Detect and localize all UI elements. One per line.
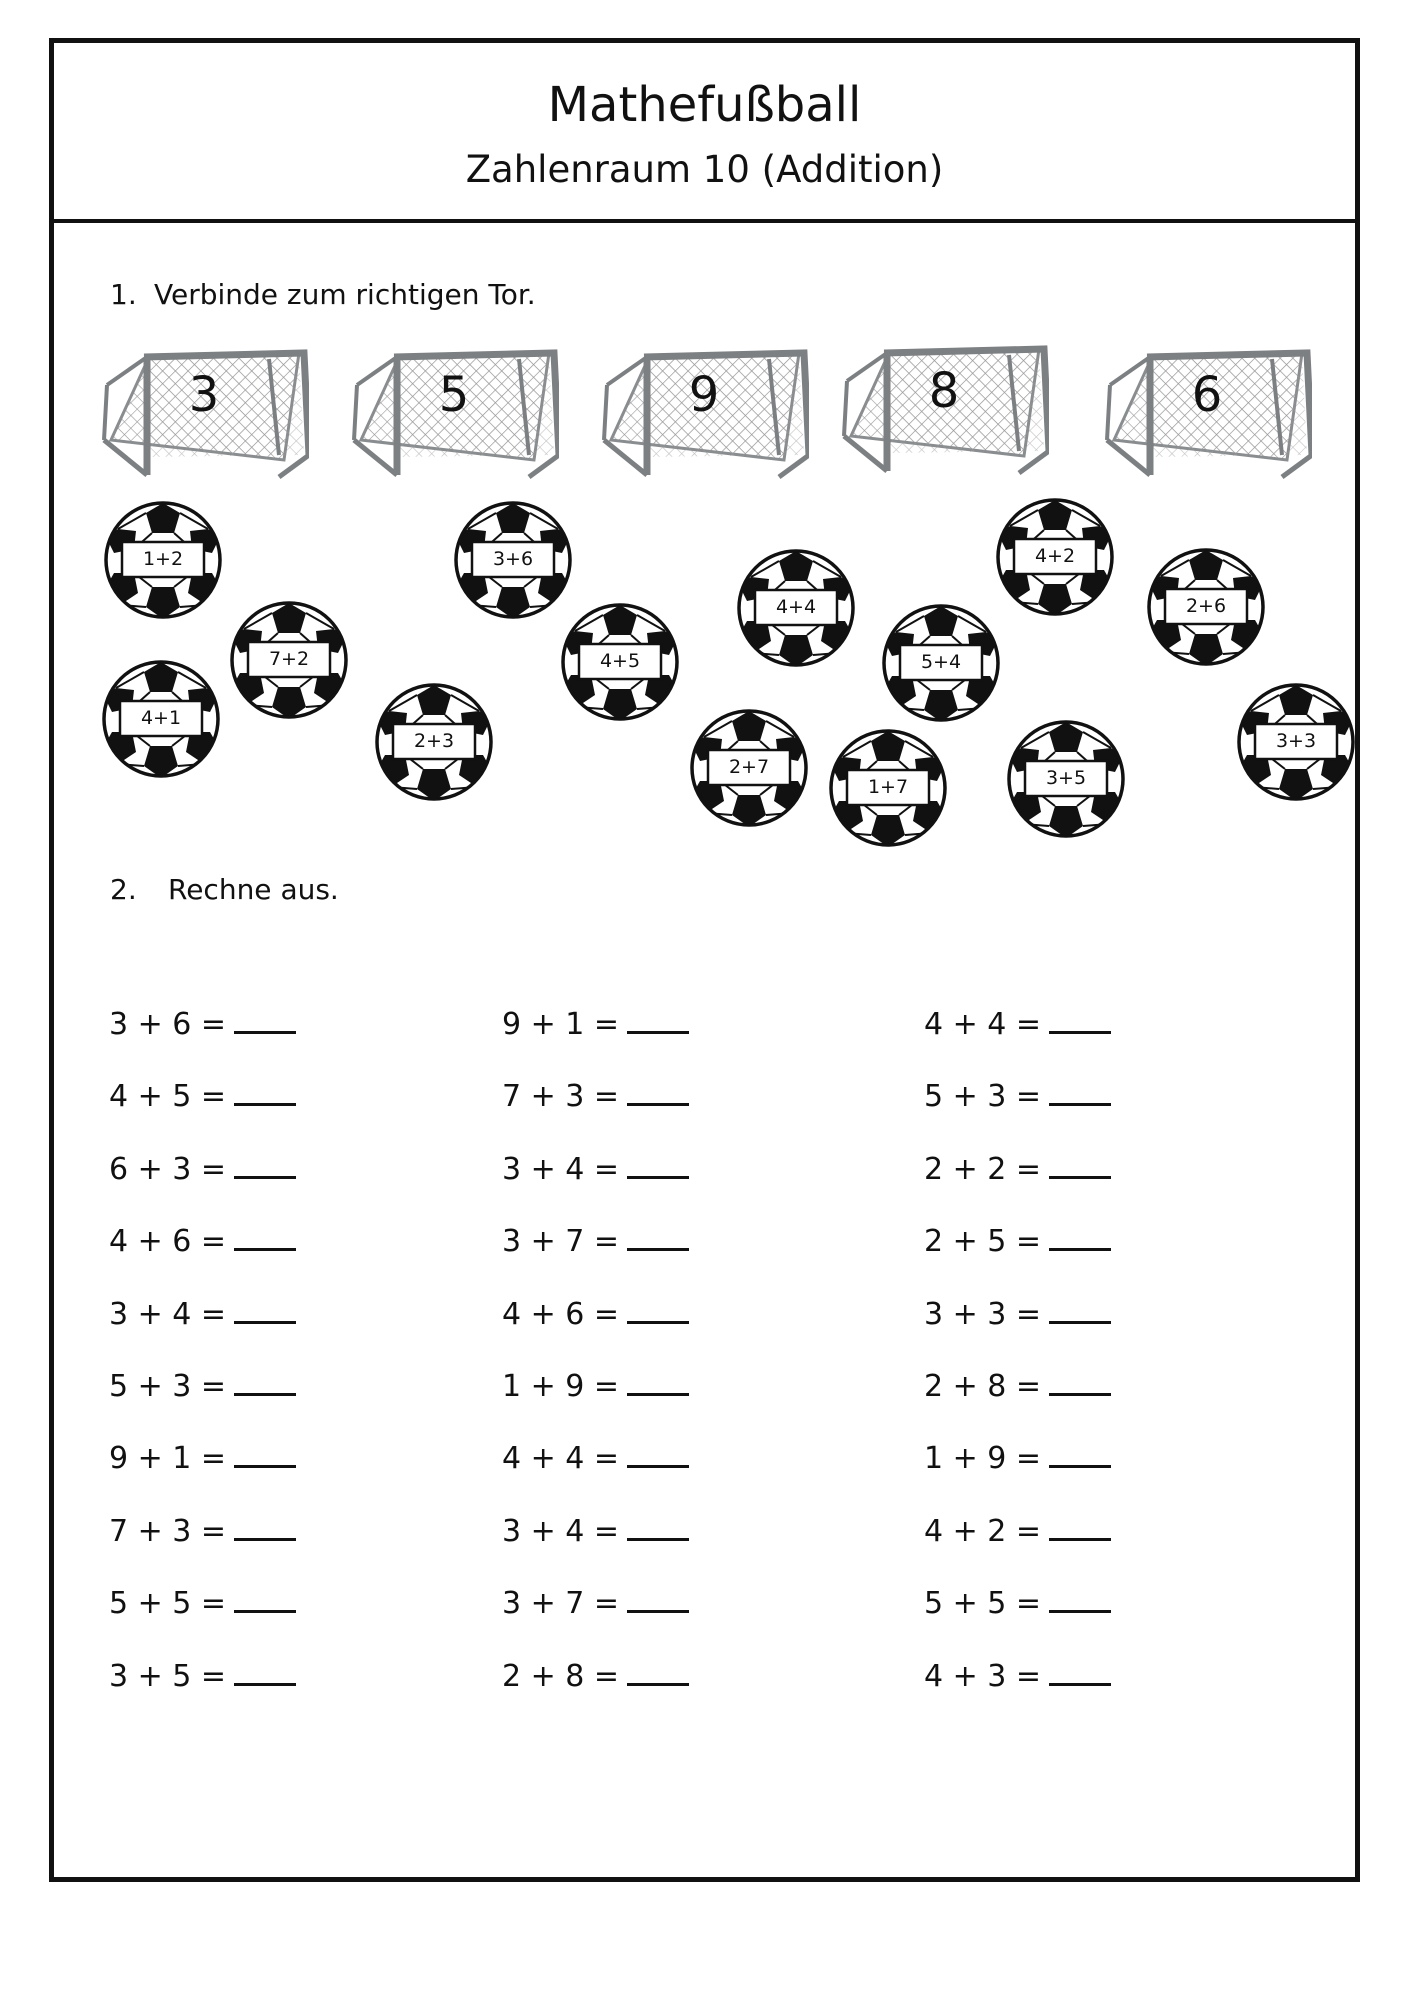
ball-14[interactable]	[1237, 683, 1355, 801]
equation-row	[109, 1582, 296, 1621]
ball-7[interactable]	[561, 603, 679, 721]
answer-blank[interactable]	[234, 1003, 296, 1034]
page-title: Mathefußball	[547, 77, 862, 133]
equation-text: 7 + 3 =	[502, 1079, 620, 1115]
answer-blank[interactable]	[1049, 1655, 1111, 1686]
equation-row	[109, 1003, 296, 1042]
equation-text: 2 + 2 =	[924, 1151, 1042, 1187]
ball-11[interactable]	[690, 709, 808, 827]
equation-row	[924, 1365, 1111, 1404]
ball-label: 4+5	[599, 650, 641, 672]
answer-blank[interactable]	[627, 1148, 689, 1179]
equation-text: 7 + 3 =	[109, 1513, 227, 1549]
ball-6[interactable]	[230, 601, 348, 719]
ball-5[interactable]	[1147, 548, 1265, 666]
equation-text: 3 + 4 =	[109, 1296, 227, 1332]
equation-row	[502, 1075, 689, 1114]
answer-blank[interactable]	[627, 1510, 689, 1541]
answer-blank[interactable]	[234, 1293, 296, 1324]
goal-number: 3	[188, 367, 220, 423]
answer-blank[interactable]	[627, 1293, 689, 1324]
ball-label: 1+2	[142, 548, 184, 570]
answer-blank[interactable]	[1049, 1003, 1111, 1034]
answer-blank[interactable]	[627, 1220, 689, 1251]
task-1-number: 1.	[110, 278, 137, 311]
answer-blank[interactable]	[1049, 1293, 1111, 1324]
equation-text: 4 + 6 =	[502, 1296, 620, 1332]
equation-text: 6 + 3 =	[109, 1151, 227, 1187]
equation-text: 5 + 3 =	[109, 1369, 227, 1404]
ball-label: 2+6	[1185, 595, 1227, 617]
page-subtitle: Zahlenraum 10 (Addition)	[465, 148, 944, 191]
equation-text: 3 + 5 =	[109, 1658, 227, 1694]
goal-4	[839, 341, 1049, 476]
answer-blank[interactable]	[1049, 1365, 1111, 1396]
equation-text: 4 + 6 =	[109, 1224, 227, 1260]
equation-text: 3 + 6 =	[109, 1007, 227, 1042]
answer-blank[interactable]	[627, 1582, 689, 1613]
equation-text: 2 + 5 =	[924, 1224, 1042, 1260]
equation-row	[109, 1293, 296, 1332]
equation-row	[924, 1220, 1111, 1259]
equation-row	[502, 1003, 689, 1042]
answer-blank[interactable]	[627, 1003, 689, 1034]
equation-row	[924, 1510, 1111, 1549]
equation-text: 9 + 1 =	[109, 1441, 227, 1477]
answer-blank[interactable]	[234, 1220, 296, 1251]
goal-number: 6	[1191, 367, 1223, 423]
answer-blank[interactable]	[234, 1437, 296, 1468]
answer-blank[interactable]	[1049, 1220, 1111, 1251]
equation-text: 4 + 4 =	[502, 1441, 620, 1477]
equation-text: 3 + 4 =	[502, 1513, 620, 1549]
worksheet-header	[54, 43, 1355, 223]
ball-label: 7+2	[268, 648, 310, 670]
task-1-instruction	[110, 278, 536, 311]
equation-row	[502, 1293, 689, 1332]
equation-text: 3 + 3 =	[924, 1296, 1042, 1332]
goal-number: 8	[928, 363, 960, 419]
equation-row	[502, 1220, 689, 1259]
answer-blank[interactable]	[234, 1075, 296, 1106]
ball-label: 1+7	[867, 776, 909, 798]
equation-text: 4 + 5 =	[109, 1079, 227, 1115]
ball-1[interactable]	[104, 501, 222, 619]
equation-row	[502, 1582, 689, 1621]
equation-text: 1 + 9 =	[502, 1369, 620, 1404]
equation-text: 5 + 5 =	[924, 1586, 1042, 1622]
goal-2	[349, 345, 559, 480]
answer-blank[interactable]	[627, 1437, 689, 1468]
equation-text: 3 + 7 =	[502, 1224, 620, 1260]
ball-label: 4+4	[775, 596, 817, 618]
ball-label: 4+2	[1034, 545, 1076, 567]
equation-row	[924, 1075, 1111, 1114]
equation-row	[924, 1293, 1111, 1332]
equation-row	[924, 1655, 1111, 1694]
equation-row	[924, 1582, 1111, 1621]
goal-1	[99, 345, 309, 480]
ball-label: 3+5	[1045, 767, 1087, 789]
goal-3	[599, 345, 809, 480]
answer-blank[interactable]	[627, 1655, 689, 1686]
ball-2[interactable]	[454, 501, 572, 619]
ball-9[interactable]	[102, 660, 220, 778]
equation-row	[109, 1148, 296, 1187]
ball-4[interactable]	[737, 549, 855, 667]
ball-13[interactable]	[1007, 720, 1125, 838]
task-2-instruction	[110, 873, 339, 906]
equation-row	[109, 1510, 296, 1549]
task-1-text: Verbinde zum richtigen Tor.	[154, 278, 536, 311]
equation-text: 2 + 8 =	[502, 1658, 620, 1694]
ball-label: 2+7	[728, 756, 770, 778]
worksheet	[49, 38, 1360, 1882]
equation-text: 9 + 1 =	[502, 1007, 620, 1042]
equation-row	[109, 1437, 296, 1476]
answer-blank[interactable]	[1049, 1148, 1111, 1179]
answer-blank[interactable]	[234, 1510, 296, 1541]
equation-row	[502, 1365, 689, 1404]
equation-row	[924, 1148, 1111, 1187]
equation-row	[502, 1510, 689, 1549]
answer-blank[interactable]	[627, 1365, 689, 1396]
ball-12[interactable]	[829, 729, 947, 847]
answer-blank[interactable]	[234, 1365, 296, 1396]
equation-text: 3 + 4 =	[502, 1151, 620, 1187]
answer-blank[interactable]	[627, 1075, 689, 1106]
equation-row	[502, 1655, 689, 1694]
equation-row	[109, 1655, 296, 1694]
equation-row	[109, 1220, 296, 1259]
ball-label: 5+4	[920, 651, 962, 673]
equation-row	[924, 1003, 1111, 1042]
answer-blank[interactable]	[1049, 1510, 1111, 1541]
equation-row	[109, 1075, 296, 1114]
equation-text: 4 + 2 =	[924, 1513, 1042, 1549]
equation-row	[109, 1365, 296, 1404]
ball-label: 4+1	[140, 707, 182, 729]
answer-blank[interactable]	[234, 1655, 296, 1686]
answer-blank[interactable]	[1049, 1437, 1111, 1468]
equation-row	[502, 1437, 689, 1476]
answer-blank[interactable]	[234, 1582, 296, 1613]
equation-text: 3 + 7 =	[502, 1586, 620, 1622]
ball-label: 2+3	[413, 730, 455, 752]
equation-row	[502, 1148, 689, 1187]
goal-number: 5	[438, 367, 470, 423]
equation-text: 4 + 3 =	[924, 1658, 1042, 1694]
answer-blank[interactable]	[1049, 1075, 1111, 1106]
equation-text: 4 + 4 =	[924, 1007, 1042, 1042]
ball-8[interactable]	[882, 604, 1000, 722]
ball-label: 3+3	[1275, 730, 1317, 752]
ball-label: 3+6	[492, 548, 534, 570]
goal-number: 9	[688, 367, 720, 423]
answer-blank[interactable]	[1049, 1582, 1111, 1613]
answer-blank[interactable]	[234, 1148, 296, 1179]
ball-3[interactable]	[996, 498, 1114, 616]
equation-text: 5 + 3 =	[924, 1079, 1042, 1115]
equation-row	[924, 1437, 1111, 1476]
goal-5	[1102, 345, 1312, 480]
equation-text: 2 + 8 =	[924, 1369, 1042, 1404]
task-2-text: Rechne aus.	[168, 873, 339, 906]
task-2-number: 2.	[110, 873, 137, 906]
equation-text: 1 + 9 =	[924, 1441, 1042, 1477]
equation-text: 5 + 5 =	[109, 1586, 227, 1622]
ball-10[interactable]	[375, 683, 493, 801]
